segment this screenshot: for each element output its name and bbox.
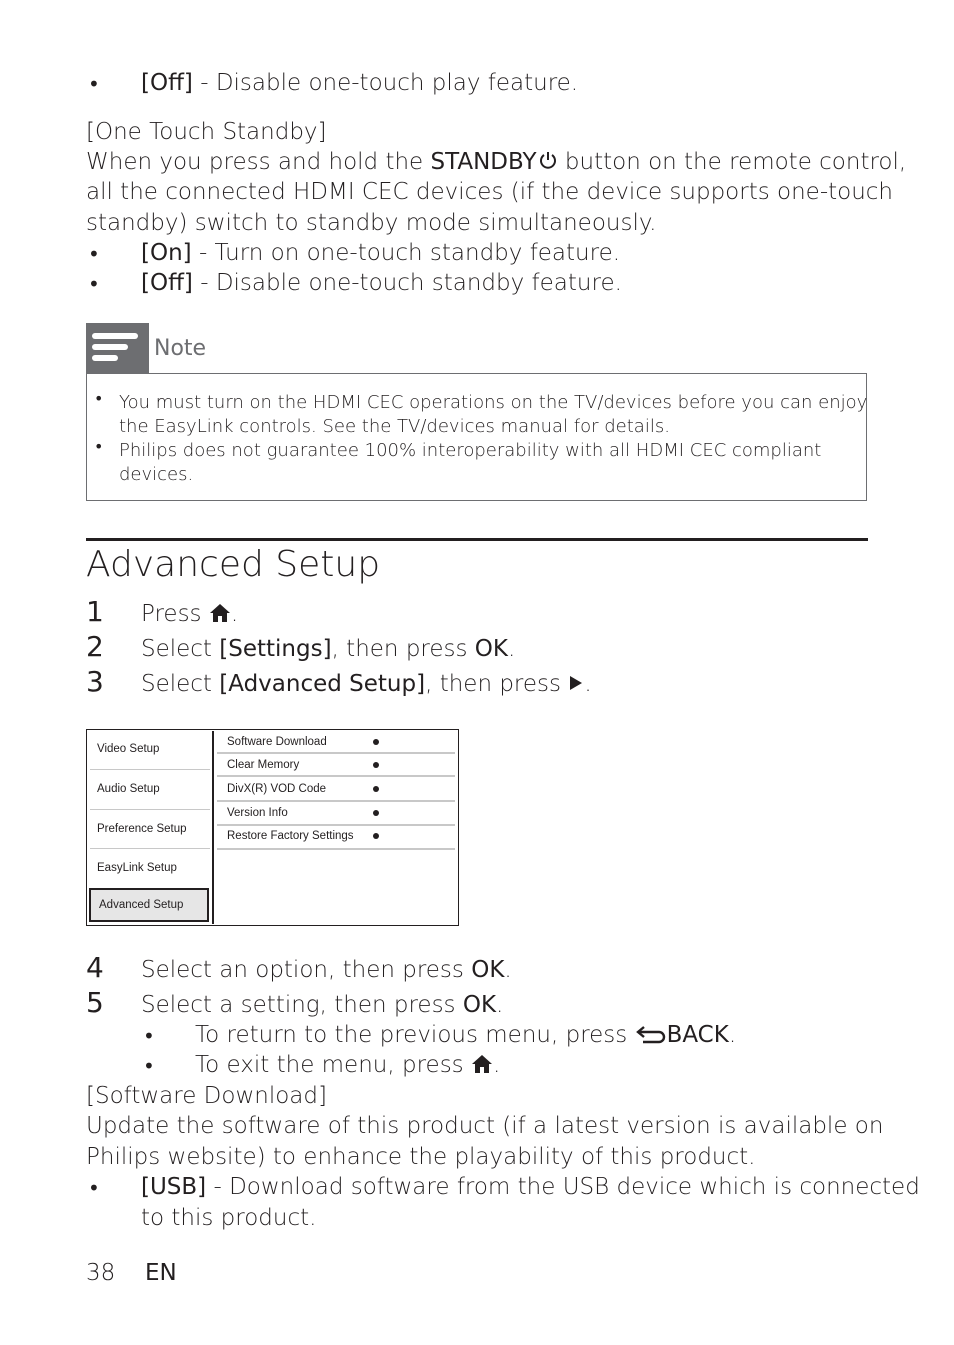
step4-c: . bbox=[504, 957, 512, 983]
bullet-dot bbox=[373, 833, 379, 839]
sub-return bbox=[195, 1020, 736, 1050]
back-arrow-icon bbox=[635, 1024, 667, 1044]
bullet-dot bbox=[373, 739, 379, 745]
bullet: • bbox=[88, 1176, 100, 1200]
home-icon bbox=[471, 1054, 493, 1074]
standby-key: STANDBY bbox=[430, 149, 537, 175]
step-number: 4 bbox=[86, 951, 104, 984]
usb-key: [USB] bbox=[141, 1174, 207, 1200]
step-4 bbox=[141, 955, 512, 985]
step5-c: . bbox=[496, 992, 504, 1018]
menu-item-advanced-setup[interactable]: Advanced Setup bbox=[89, 888, 209, 922]
standby-heading: [One Touch Standby] bbox=[86, 119, 327, 145]
bullet: • bbox=[94, 437, 104, 456]
setup-menu-screenshot: Video Setup Audio Setup Preference Setup EasyLink Setup Advanced Setup Software Download Clear Memory DivX(R) VOD Code Version Info Restore Factory Settings bbox=[86, 729, 459, 926]
software-download-heading: [Software Download] bbox=[86, 1083, 327, 1109]
off-key: [Off] bbox=[141, 70, 193, 96]
off-play-item bbox=[141, 68, 578, 98]
step5-a: Select a setting, then press bbox=[141, 992, 463, 1018]
bullet-dot bbox=[373, 762, 379, 768]
note-item1-line2: the EasyLink controls. See the TV/devices manual for details. bbox=[119, 416, 670, 437]
step-number: 1 bbox=[86, 595, 104, 628]
section-heading: Advanced Setup bbox=[86, 544, 381, 585]
standby-paragraph-line3: standby) switch to standby mode simultaneously. bbox=[86, 210, 657, 236]
bullet: • bbox=[143, 1054, 155, 1078]
usb-item bbox=[141, 1172, 920, 1202]
step3-b: , then press bbox=[425, 671, 569, 697]
settings-key: [Settings] bbox=[219, 636, 332, 662]
step3-a: Select bbox=[141, 671, 220, 697]
sub1-c: . bbox=[728, 1022, 737, 1048]
step-number: 5 bbox=[86, 986, 104, 1019]
on-key: [On] bbox=[141, 240, 192, 266]
step1-text: Press bbox=[141, 601, 209, 627]
note-title: Note bbox=[154, 336, 207, 361]
step-3 bbox=[141, 669, 592, 699]
off-text: - Disable one-touch standby feature. bbox=[192, 270, 622, 296]
sub2-a: To exit the menu, press bbox=[195, 1052, 471, 1078]
off-key: [Off] bbox=[141, 270, 193, 296]
software-paragraph-line2: Philips website) to enhance the playability of this product. bbox=[86, 1144, 756, 1170]
note-icon bbox=[86, 323, 149, 373]
play-arrow-icon bbox=[568, 674, 584, 692]
step2-b: , then press bbox=[331, 636, 475, 662]
off-play-text: - Disable one-touch play feature. bbox=[192, 70, 579, 96]
sub-exit bbox=[195, 1050, 500, 1080]
step-number: 2 bbox=[86, 630, 104, 663]
step2-a: Select bbox=[141, 636, 220, 662]
bullet: • bbox=[143, 1024, 155, 1048]
bullet-dot bbox=[373, 810, 379, 816]
ok-key: OK bbox=[471, 957, 505, 983]
off-standby-item bbox=[141, 268, 622, 298]
bullet: • bbox=[94, 389, 104, 408]
bullet: • bbox=[88, 72, 100, 96]
ok-key: OK bbox=[462, 992, 497, 1018]
page-number: 38 bbox=[86, 1260, 116, 1286]
usb-text: - Download software from the USB device which is connected bbox=[206, 1174, 920, 1200]
language-code: EN bbox=[145, 1260, 177, 1286]
standby-text-b: button on the remote control, bbox=[557, 149, 907, 175]
sub1-a: To return to the previous menu, press bbox=[195, 1022, 635, 1048]
standby-paragraph-line2: all the connected HDMI CEC devices (if the device supports one-touch bbox=[86, 179, 894, 205]
note-item1-line1: You must turn on the HDMI CEC operations on the TV/devices before you can enjoy bbox=[119, 392, 868, 413]
software-paragraph-line1: Update the software of this product (if a latest version is available on bbox=[86, 1113, 884, 1139]
on-text: - Turn on one-touch standby feature. bbox=[191, 240, 621, 266]
on-item bbox=[141, 238, 620, 268]
standby-paragraph-line1 bbox=[86, 147, 906, 177]
step4-a: Select an option, then press bbox=[141, 957, 472, 983]
section-rule bbox=[86, 538, 868, 541]
back-key: BACK bbox=[666, 1022, 729, 1048]
step-2 bbox=[141, 634, 515, 664]
note-item2-line1: Philips does not guarantee 100% interoperability with all HDMI CEC compliant bbox=[119, 440, 822, 461]
step-5 bbox=[141, 990, 503, 1020]
power-icon bbox=[538, 150, 558, 170]
menu-categories: Video Setup Audio Setup Preference Setup EasyLink Setup Advanced Setup bbox=[88, 731, 214, 924]
home-icon bbox=[209, 603, 231, 623]
step-number: 3 bbox=[86, 665, 104, 698]
step2-c: . bbox=[507, 636, 516, 662]
note-box bbox=[86, 373, 867, 501]
note-item2-line2: devices. bbox=[119, 464, 194, 485]
usb-item-line2: to this product. bbox=[141, 1205, 317, 1231]
advanced-setup-key: [Advanced Setup] bbox=[219, 671, 426, 697]
bullet: • bbox=[88, 272, 100, 296]
step-1 bbox=[141, 599, 238, 629]
standby-text-a: When you press and hold the bbox=[86, 149, 431, 175]
step3-tail: . bbox=[584, 671, 592, 697]
bullet: • bbox=[88, 242, 100, 266]
bullet-dot bbox=[373, 786, 379, 792]
sub2-c: . bbox=[492, 1052, 501, 1078]
step1-tail: . bbox=[230, 601, 239, 627]
ok-key: OK bbox=[474, 636, 508, 662]
